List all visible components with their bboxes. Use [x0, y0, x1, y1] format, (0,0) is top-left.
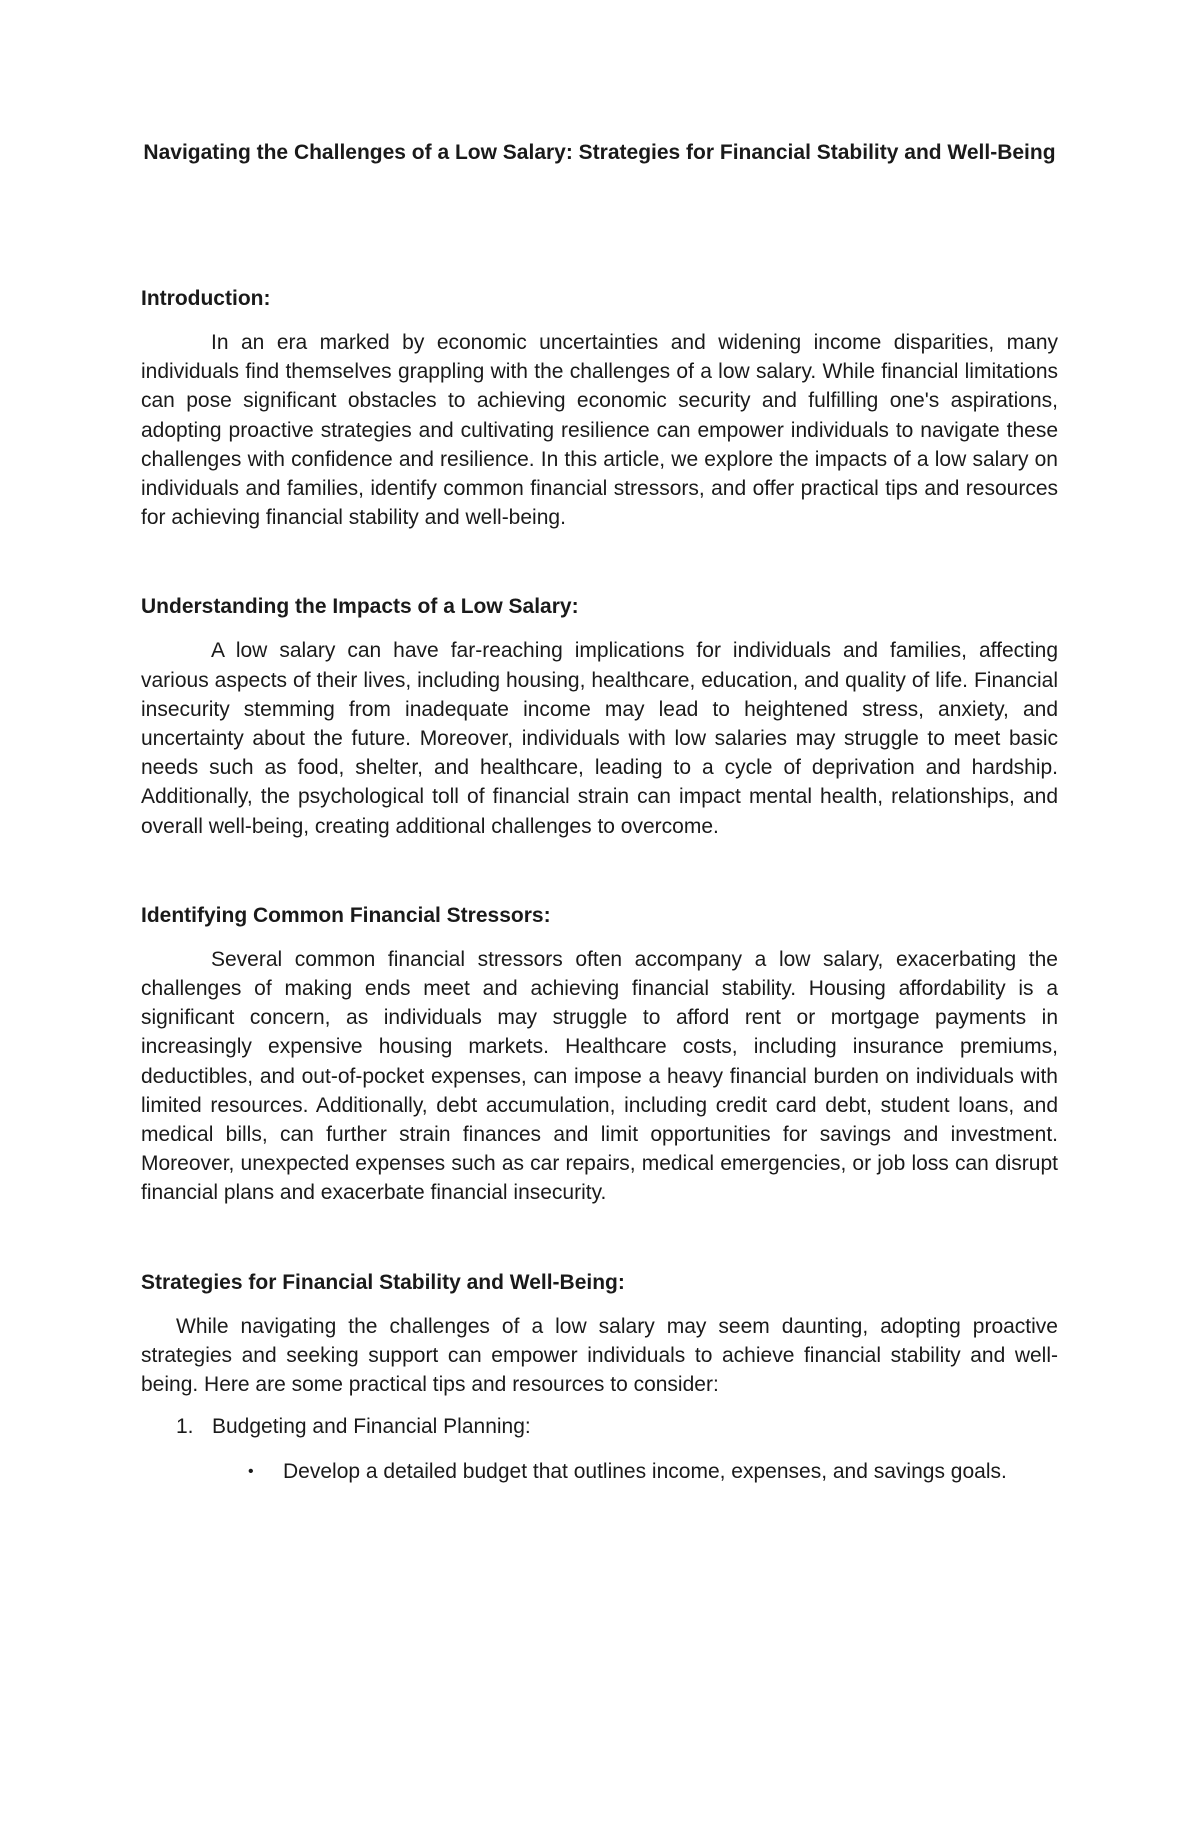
bullet-list [141, 1457, 1058, 1486]
document-page [141, 138, 1058, 1486]
section-body-stressors: Several common financial stressors often accompany a low salary, exacerbating the challenges of making ends meet and achieving financial stability. Housing affordability is a significant concern, as individuals may struggle to afford rent or mortgage payments in increasingly expensive housing markets. Healthcare costs, including insurance premiums, deductibles, and out-of-pocket expenses, can impose a heavy financial burden on individuals with limited resources. Additionally, debt accumulation, including credit card debt, student loans, and medical bills, can further strain finances and limit opportunities for savings and investment. Moreover, unexpected expenses such as car repairs, medical emergencies, or job loss can disrupt financial plans and exacerbate financial insecurity. [141, 947, 1058, 1205]
section-body-impacts: A low salary can have far-reaching implications for individuals and families, affecting various aspects of their lives, including housing, healthcare, education, and quality of life. Financial insecurity stemming from inadequate income may lead to heightened stress, anxiety, and uncertainty about the future. Moreover, individuals with low salaries may struggle to meet basic needs such as food, shelter, and healthcare, leading to a cycle of deprivation and hardship. Additionally, the psychological toll of financial strain can impact mental health, relationships, and overall well-being, creating additional challenges to overcome. [141, 639, 1058, 838]
numbered-list [141, 1412, 1058, 1441]
section-heading-strategies: Strategies for Financial Stability and Well-Being: [141, 1270, 625, 1294]
section-heading-introduction: Introduction: [141, 287, 271, 310]
section-body-introduction: In an era marked by economic uncertainties and widening income disparities, many individuals find themselves grappling with the challenges of a low salary. While financial limitations can pose significant obstacles to achieving economic security and fulfilling one's aspirations, adopting proactive strategies and cultivating resilience can empower individuals to navigate these challenges with confidence and resilience. In this article, we explore the impacts of a low salary on individuals and families, identify common financial stressors, and offer practical tips and resources for achieving financial stability and well-being. [141, 331, 1058, 530]
bullet-list-item [141, 1457, 1058, 1486]
list-item-label: Budgeting and Financial Planning: [212, 1415, 531, 1439]
list-number: 1. [176, 1415, 194, 1439]
bullet-icon: • [248, 1463, 254, 1481]
numbered-list-item [141, 1412, 1058, 1441]
section-heading-stressors: Identifying Common Financial Stressors: [141, 903, 551, 927]
section-body-strategies: While navigating the challenges of a low salary may seem daunting, adopting proactive strategies and seeking support can empower individuals to achieve financial stability and well-being. Here are some practical tips and resources to consider: [141, 1314, 1058, 1397]
document-title: Navigating the Challenges of a Low Salary: Strategies for Financial Stability and Well-Being [143, 141, 1056, 164]
bullet-text: Develop a detailed budget that outlines income, expenses, and savings goals. [283, 1460, 1007, 1484]
section-heading-impacts: Understanding the Impacts of a Low Salary: [141, 595, 579, 619]
